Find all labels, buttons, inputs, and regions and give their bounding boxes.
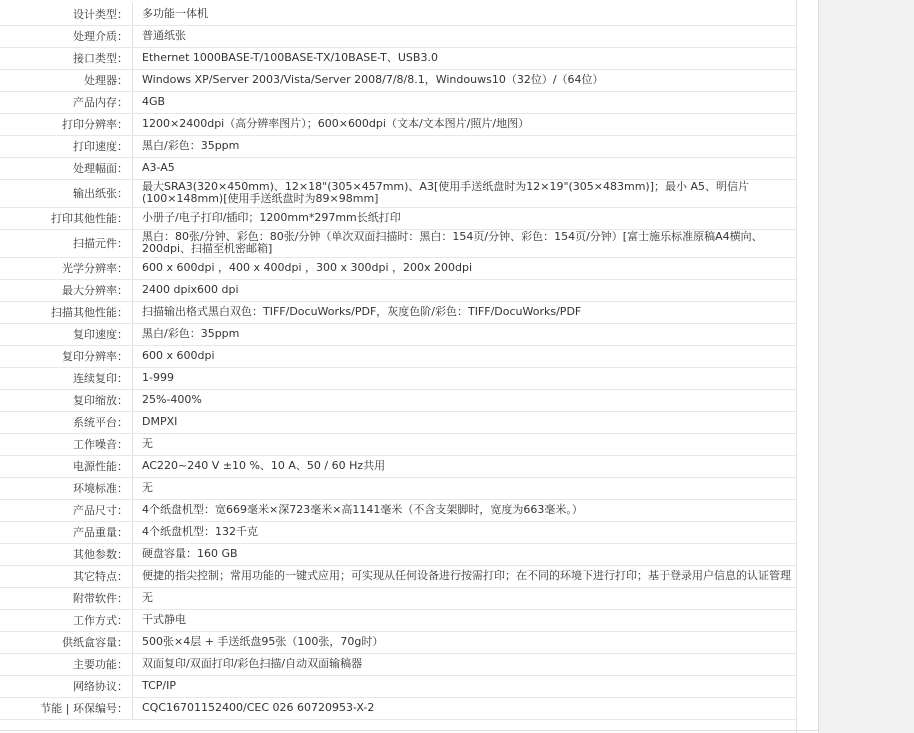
spec-value: A3-A5 [133, 157, 797, 179]
spec-value: 扫描输出格式黑白双色：TIFF/DocuWorks/PDF，灰度色阶/彩色：TIFF/DocuWorks/PDF [133, 301, 797, 323]
spec-value: 双面复印/双面打印/彩色扫描/自动双面输稿器 [133, 653, 797, 675]
spec-row [0, 389, 796, 411]
spec-table [0, 3, 796, 720]
spec-value: 500张×4层 + 手送纸盘95张（100张，70g时） [133, 631, 797, 653]
spec-label: 光学分辨率： [0, 257, 133, 279]
spec-label: 电源性能： [0, 455, 133, 477]
spec-label: 最大分辨率： [0, 279, 133, 301]
spec-label: 复印缩放： [0, 389, 133, 411]
spec-value: 干式静电 [133, 609, 797, 631]
spec-row [0, 411, 796, 433]
spec-value: 600 x 600dpi ，400 x 400dpi ，300 x 300dpi ，200x 200dpi [133, 257, 797, 279]
spec-label: 工作方式： [0, 609, 133, 631]
spec-row [0, 113, 796, 135]
right-gutter [796, 0, 819, 733]
spec-value: 硬盘容量：160 GB [133, 543, 797, 565]
spec-value: 黑白/彩色：35ppm [133, 323, 797, 345]
spec-row [0, 135, 796, 157]
spec-row [0, 697, 796, 719]
spec-label: 网络协议： [0, 675, 133, 697]
spec-value: 600 x 600dpi [133, 345, 797, 367]
spec-value: CQC16701152400/CEC 026 60720953-X-2 [133, 697, 797, 719]
spec-row [0, 25, 796, 47]
spec-label: 其它特点： [0, 565, 133, 587]
spec-row [0, 279, 796, 301]
spec-row [0, 257, 796, 279]
bottom-divider [0, 730, 818, 731]
spec-label: 产品尺寸： [0, 499, 133, 521]
spec-label: 接口类型： [0, 47, 133, 69]
spec-label: 连续复印： [0, 367, 133, 389]
spec-row [0, 499, 796, 521]
spec-value: DMPXI [133, 411, 797, 433]
spec-label: 复印速度： [0, 323, 133, 345]
spec-row [0, 477, 796, 499]
spec-row [0, 47, 796, 69]
spec-label: 打印分辨率： [0, 113, 133, 135]
spec-label: 节能 | 环保编号： [0, 697, 133, 719]
spec-value: 最大SRA3(320×450mm)、12×18"(305×457mm)、A3[使用手送纸盘时为12×19"(305×483mm)]；最小 A5、明信片(100×148mm)[使用手送纸盘时为89×98mm] [133, 179, 797, 207]
spec-value: 4个纸盘机型：宽669毫米×深723毫米×高1141毫米（不含支架脚时，宽度为663毫米。） [133, 499, 797, 521]
spec-label: 系统平台： [0, 411, 133, 433]
spec-row [0, 521, 796, 543]
spec-row [0, 157, 796, 179]
spec-value: 无 [133, 433, 797, 455]
spec-label: 处理器： [0, 69, 133, 91]
spec-row [0, 301, 796, 323]
spec-label: 扫描其他性能： [0, 301, 133, 323]
spec-label: 复印分辨率： [0, 345, 133, 367]
spec-value: 1200×2400dpi（高分辨率图片）；600×600dpi（文本/文本图片/照片/地图） [133, 113, 797, 135]
spec-label: 打印速度： [0, 135, 133, 157]
spec-value: 便捷的指尖控制；常用功能的一键式应用；可实现从任何设备进行按需打印；在不同的环境下进行打印；基于登录用户信息的认证管理 [133, 565, 797, 587]
spec-row [0, 91, 796, 113]
spec-row [0, 3, 796, 25]
spec-value: 4个纸盘机型：132千克 [133, 521, 797, 543]
spec-value: Ethernet 1000BASE-T/100BASE-TX/10BASE-T、USB3.0 [133, 47, 797, 69]
spec-label: 附带软件： [0, 587, 133, 609]
spec-label: 处理幅面： [0, 157, 133, 179]
spec-row [0, 69, 796, 91]
spec-label: 输出纸张： [0, 179, 133, 207]
spec-value: 小册子/电子打印/插印；1200mm*297mm长纸打印 [133, 207, 797, 229]
spec-value: 25%-400% [133, 389, 797, 411]
spec-value: 4GB [133, 91, 797, 113]
spec-row [0, 653, 796, 675]
spec-value: 黑白：80张/分钟、彩色：80张/分钟（单次双面扫描时：黑白：154页/分钟、彩色：154页/分钟）[富士施乐标准原稿A4横向、200dpi、扫描至机密邮箱] [133, 229, 797, 257]
spec-value: 无 [133, 477, 797, 499]
spec-row [0, 455, 796, 477]
spec-row [0, 565, 796, 587]
spec-value: 多功能一体机 [133, 3, 797, 25]
spec-label: 处理介质： [0, 25, 133, 47]
spec-row [0, 367, 796, 389]
spec-label: 环境标准： [0, 477, 133, 499]
right-divider [818, 0, 819, 733]
spec-value: 无 [133, 587, 797, 609]
spec-label: 打印其他性能： [0, 207, 133, 229]
spec-label: 主要功能： [0, 653, 133, 675]
spec-value: TCP/IP [133, 675, 797, 697]
spec-row [0, 207, 796, 229]
spec-value: AC220~240 V ±10 %、10 A、50 / 60 Hz共用 [133, 455, 797, 477]
spec-row [0, 631, 796, 653]
spec-row [0, 543, 796, 565]
spec-row [0, 587, 796, 609]
spec-value: 1-999 [133, 367, 797, 389]
spec-label: 其他参数： [0, 543, 133, 565]
spec-value: 2400 dpix600 dpi [133, 279, 797, 301]
spec-label: 产品重量： [0, 521, 133, 543]
spec-label: 扫描元件： [0, 229, 133, 257]
spec-row [0, 609, 796, 631]
spec-row [0, 179, 796, 207]
spec-value: 黑白/彩色：35ppm [133, 135, 797, 157]
spec-value: Windows XP/Server 2003/Vista/Server 2008/7/8/8.1，Windouws10（32位）/（64位） [133, 69, 797, 91]
spec-row [0, 229, 796, 257]
spec-label: 产品内存： [0, 91, 133, 113]
spec-label: 工作噪音： [0, 433, 133, 455]
spec-label: 设计类型： [0, 3, 133, 25]
spec-row [0, 323, 796, 345]
spec-label: 供纸盒容量： [0, 631, 133, 653]
spec-value: 普通纸张 [133, 25, 797, 47]
spec-row [0, 675, 796, 697]
spec-row [0, 345, 796, 367]
spec-row [0, 433, 796, 455]
